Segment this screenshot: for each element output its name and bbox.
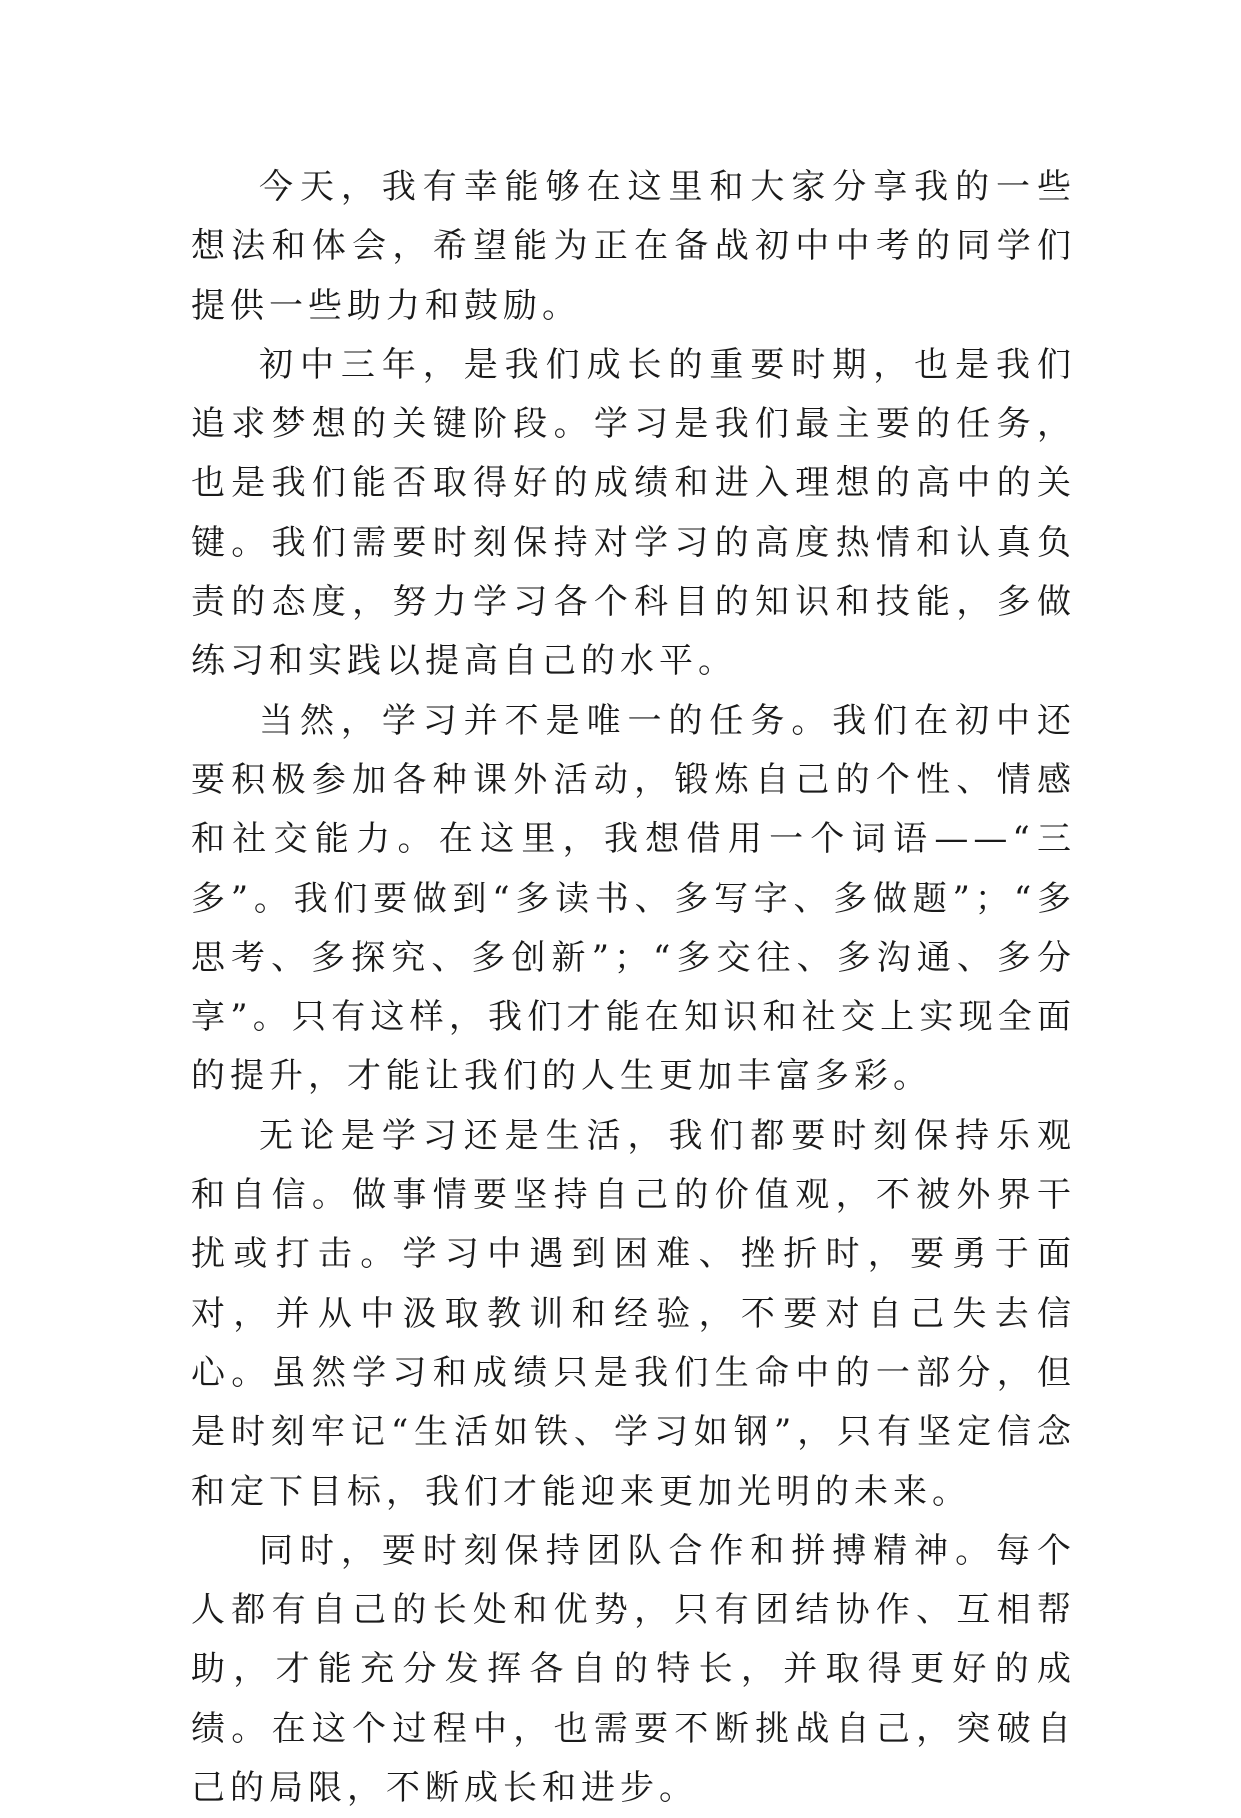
paragraph-teamwork: 同时，要时刻保持团队合作和拼搏精神。每个人都有自己的长处和优势，只有团结协作、互相帮助，才能充分发挥各自的特长，并取得更好的成绩。在这个过程中，也需要不断挑战自己，突破自己的局限，不断成长和进步。 xyxy=(191,1530,1076,1809)
paragraph-activities: 当然，学习并不是唯一的任务。我们在初中还要积极参加各种课外活动，锻炼自己的个性、情感和社交能力。在这里，我想借用一个词语——“三多”。我们要做到“多读书、多写字、多做题”；“多思考、多探究、多创新”；“多交往、多沟通、多分享”。只有这样，我们才能在知识和社交上实现全面的提升，才能让我们的人生更加丰富多彩。 xyxy=(191,700,1076,1097)
paragraph-confidence: 无论是学习还是生活，我们都要时刻保持乐观和自信。做事情要坚持自己的价值观，不被外界干扰或打击。学习中遇到困难、挫折时，要勇于面对，并从中汲取教训和经验，不要对自己失去信心。虽然学习和成绩只是我们生命中的一部分，但是时刻牢记“生活如铁、学习如钢”，只有坚定信念和定下目标，我们才能迎来更加光明的未来。 xyxy=(191,1115,1076,1512)
paragraph-study: 初中三年，是我们成长的重要时期，也是我们追求梦想的关键阶段。学习是我们最主要的任务，也是我们能否取得好的成绩和进入理想的高中的关键。我们需要时刻保持对学习的高度热情和认真负责的态度，努力学习各个科目的知识和技能，多做练习和实践以提高自己的水平。 xyxy=(191,344,1076,682)
document-body xyxy=(191,158,1076,1818)
paragraph-intro: 今天，我有幸能够在这里和大家分享我的一些想法和体会，希望能为正在备战初中中考的同学们提供一些助力和鼓励。 xyxy=(191,167,1076,326)
